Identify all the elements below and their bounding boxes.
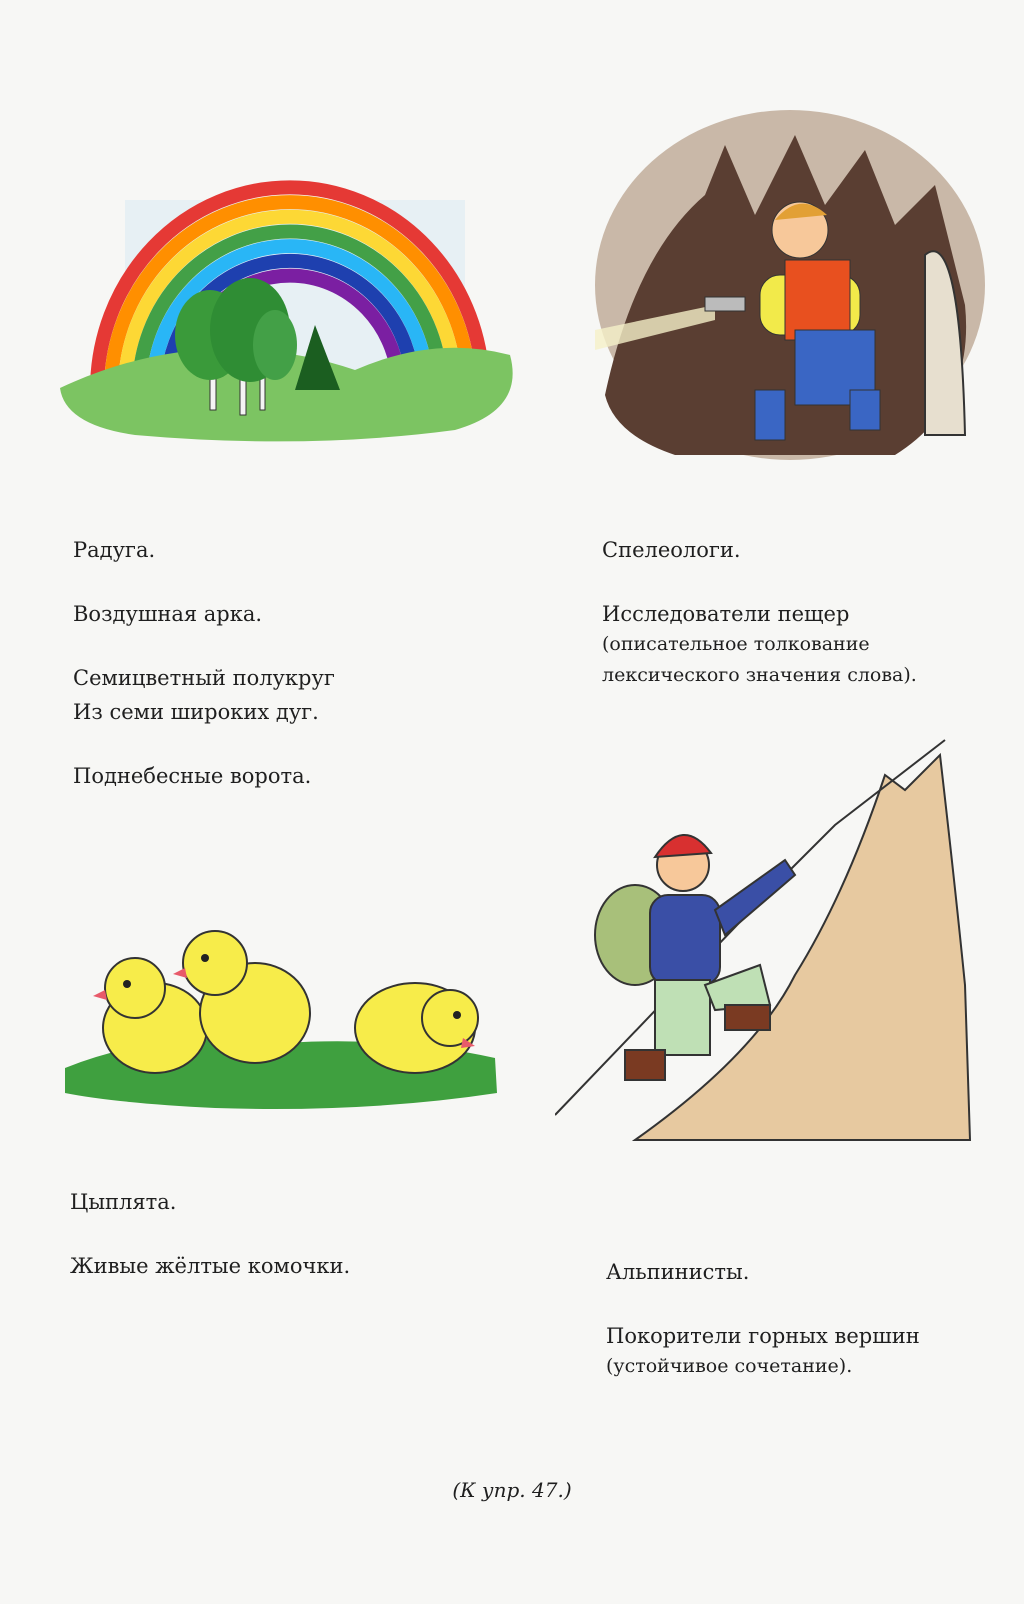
chicks-illustration [65,918,500,1118]
speleologists-line-2: Исследователи пещер [602,602,850,626]
speleologists-line-1: Спелеологи. [602,538,741,562]
rainbow-line-2: Воздушная арка. [73,602,263,626]
exercise-caption: (К упр. 47.) [452,1478,572,1502]
rainbow-line-1: Радуга. [73,538,156,562]
rainbow-text [73,540,513,787]
rainbow-line-4: Из семи широких дуг. [73,700,319,724]
chicks-text [70,1192,510,1277]
rainbow-line-5: Поднебесные ворота. [73,764,312,788]
climber-illustration [555,735,975,1145]
climbers-line-2: Покорители горных вершин [606,1324,920,1348]
speleologists-note-1: (описательное толкование [602,633,870,655]
climbers-note-1: (устойчивое сочетание). [606,1355,853,1377]
chicks-line-1: Цыплята. [70,1190,177,1214]
speleologists-note-2: лексического значения слова). [602,664,917,686]
climbers-text [606,1262,1016,1376]
climbers-line-1: Альпинисты. [606,1260,750,1284]
speleologist-illustration [595,105,985,470]
rainbow-line-3: Семицветный полукруг [73,666,335,690]
chicks-line-2: Живые жёлтые комочки. [70,1254,351,1278]
speleologists-text [602,540,1002,685]
rainbow-illustration [55,130,525,455]
